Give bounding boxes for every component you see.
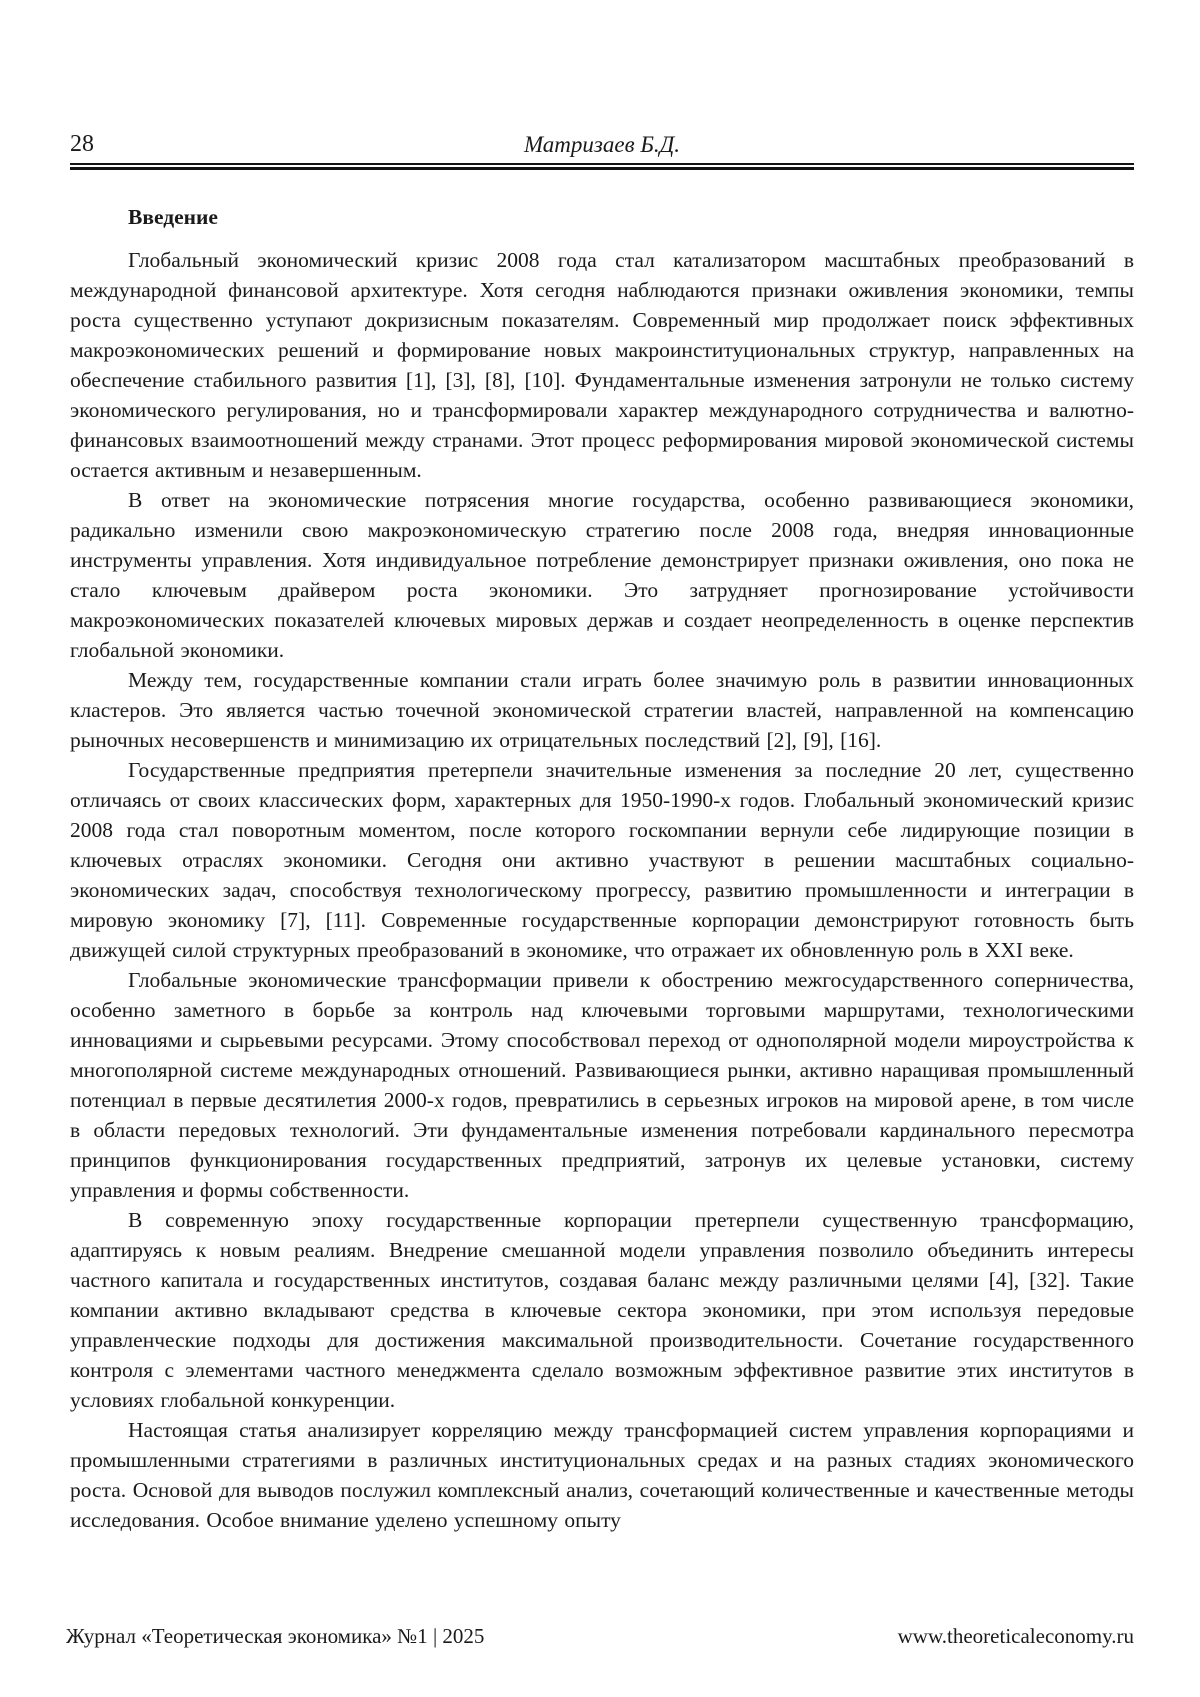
paragraph: Между тем, государственные компании стали играть более значимую роль в развитии инновационных кластеров. Это является частью точечной экономической стратегии властей, направленной на компенсацию рыночных несовершенств и минимизацию их отрицательных последствий [2], [9], [16].: [70, 668, 1134, 752]
paragraph: Настоящая статья анализирует корреляцию между трансформацией систем управления корпорациями и промышленными стратегиями в различных институциональных средах и на разных стадиях экономического роста. Основой для выводов послужил комплексный анализ, сочетающий количественные и качественные методы исследования. Особое внимание уделено успешному опыту: [70, 1418, 1134, 1532]
footer-journal-info: Журнал «Теоретическая экономика» №1 | 2025: [66, 1623, 485, 1648]
paragraph: В современную эпоху государственные корпорации претерпели существенную трансформацию, адаптируясь к новым реалиям. Внедрение смешанной модели управления позволило объединить интересы частного капитала и государственных институтов, создавая баланс между различными целями [4], [32]. Такие компании активно вкладывают средства в ключевые сектора экономики, при этом используя передовые управленческие подходы для достижения максимальной производительности. Сочетание государственного контроля с элементами частного менеджмента сделало возможным эффективное развитие этих институтов в условиях глобальной конкуренции.: [70, 1208, 1134, 1412]
running-header: [70, 124, 1134, 156]
paragraph: В ответ на экономические потрясения многие государства, особенно развивающиеся экономики, радикально изменили свою макроэкономическую стратегию после 2008 года, внедряя инновационные инструменты управления. Хотя индивидуальное потребление демонстрирует признаки оживления, оно пока не стало ключевым драйвером роста экономики. Это затрудняет прогнозирование устойчивости макроэкономических показателей ключевых мировых держав и создает неопределенность в оценке перспектив глобальной экономики.: [70, 488, 1134, 662]
paragraph: Глобальный экономический кризис 2008 года стал катализатором масштабных преобразований в международной финансовой архитектуре. Хотя сегодня наблюдаются признаки оживления экономики, темпы роста существенно уступают докризисным показателям. Современный мир продолжает поиск эффективных макроэкономических решений и формирование новых макроинституциональных структур, направленных на обеспечение стабильного развития [1], [3], [8], [10]. Фундаментальные изменения затронули не только систему экономического регулирования, но и трансформировали характер международного сотрудничества и валютно-финансовых взаимоотношений между странами. Этот процесс реформирования мировой экономической системы остается активным и незавершенным.: [70, 248, 1134, 482]
page-content: [70, 0, 1134, 1535]
footer-website-link[interactable]: www.theoreticaleconomy.ru: [897, 1623, 1134, 1648]
paragraph: Глобальные экономические трансформации привели к обострению межгосударственного соперничества, особенно заметного в борьбе за контроль над ключевыми торговыми маршрутами, технологическими инновациями и сырьевыми ресурсами. Этому способствовал переход от однополярной модели мироустройства к многополярной системе международных отношений. Развивающиеся рынки, активно наращивая промышленный потенциал в первые десятилетия 2000-х годов, превратились в серьезных игроков на мировой арене, в том числе в области передовых технологий. Эти фундаментальные изменения потребовали кардинального пересмотра принципов функционирования государственных предприятий, затронув их целевые установки, систему управления и формы собственности.: [70, 968, 1134, 1202]
paragraph: Государственные предприятия претерпели значительные изменения за последние 20 лет, существенно отличаясь от своих классических форм, характерных для 1950-1990-х годов. Глобальный экономический кризис 2008 года стал поворотным моментом, после которого госкомпании вернули себе лидирующие позиции в ключевых отраслях экономики. Сегодня они активно участвуют в решении масштабных социально-экономических задач, способствуя технологическому прогрессу, развитию промышленности и интеграции в мировую экономику [7], [11]. Современные государственные корпорации демонстрируют готовность быть движущей силой структурных преобразований в экономике, что отражает их обновленную роль в XXI веке.: [70, 758, 1134, 962]
page-footer: [66, 1624, 1134, 1649]
header-rule: [70, 163, 1134, 170]
running-head-author: Матризаев Б.Д.: [523, 132, 681, 157]
page-number: 28: [70, 131, 94, 157]
section-heading: Введение: [128, 205, 218, 229]
article-body: [70, 245, 1134, 1535]
